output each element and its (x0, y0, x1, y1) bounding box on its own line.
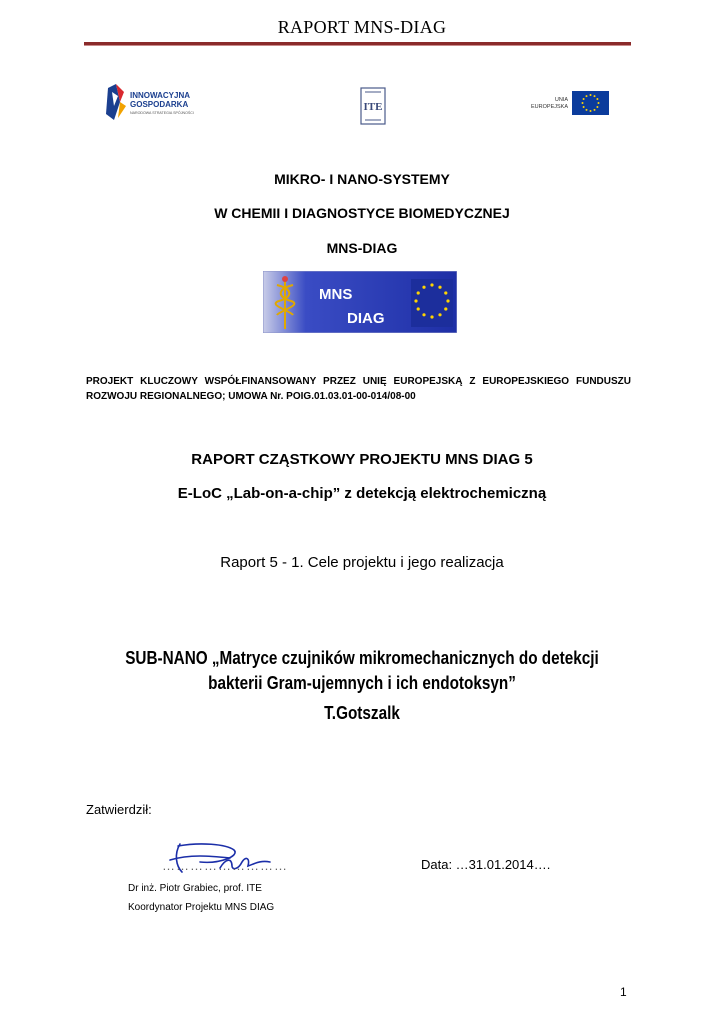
logo-ig-line3: NARODOWA STRATEGIA SPÓJNOŚCI (130, 111, 194, 115)
signatory-role: Koordynator Projektu MNS DIAG (128, 902, 275, 913)
page-number: 1 (620, 985, 627, 999)
title-line-3: MNS-DIAG (326, 240, 398, 256)
innowacyjna-gospodarka-logo (106, 84, 216, 120)
subnano-title-line-1: SUB-NANO „Matryce czujników mikromechanicznych do detekcji (125, 648, 599, 668)
eu-logo-line1: UNIA (554, 97, 568, 103)
title-line-1: MIKRO- I NANO-SYSTEMY (274, 171, 450, 187)
logo-ig-line2: GOSPODARKA (130, 100, 189, 109)
mns-banner-line1: MNS (319, 286, 353, 303)
signatory-name: Dr inż. Piotr Grabiec, prof. ITE (128, 883, 262, 894)
ite-logo (360, 87, 386, 125)
approval-date: Data: …31.01.2014…. (421, 857, 551, 872)
report-title: RAPORT CZĄSTKOWY PROJEKTU MNS DIAG 5 (191, 451, 533, 468)
project-funding-info: PROJEKT KLUCZOWY WSPÓŁFINANSOWANY PRZEZ UNIĘ EUROPEJSKĄ Z EUROPEJSKIEGO FUNDUSZU ROZWOJU REGIONALNEGO; UMOWA Nr. POIG.01.03.01-00-014/08-00 (86, 376, 631, 402)
ite-logo-text: ITE (363, 101, 383, 113)
mns-diag-banner (263, 271, 457, 333)
signature-line: ……………………… (162, 858, 288, 873)
title-line-2: W CHEMII I DIAGNOSTYCE BIOMEDYCZNEJ (214, 205, 510, 221)
eu-logo (528, 89, 610, 117)
mns-banner-line2: DIAG (347, 310, 385, 327)
subnano-title-line-2: bakterii Gram-ujemnych i ich endotoksyn” (208, 673, 516, 693)
logo-ig-line1: INNOWACYJNA (130, 91, 191, 100)
approval-label: Zatwierdził: (86, 802, 152, 817)
header-rule (84, 42, 631, 46)
report-section: Raport 5 - 1. Cele projektu i jego realizacja (220, 554, 504, 571)
subnano-author: T.Gotszalk (324, 703, 400, 723)
eu-logo-line2: EUROPEJSKA (531, 104, 568, 110)
report-subtitle: E-LoC „Lab-on-a-chip” z detekcją elektrochemiczną (177, 485, 547, 502)
page-header-title: RAPORT MNS-DIAG (277, 17, 447, 37)
